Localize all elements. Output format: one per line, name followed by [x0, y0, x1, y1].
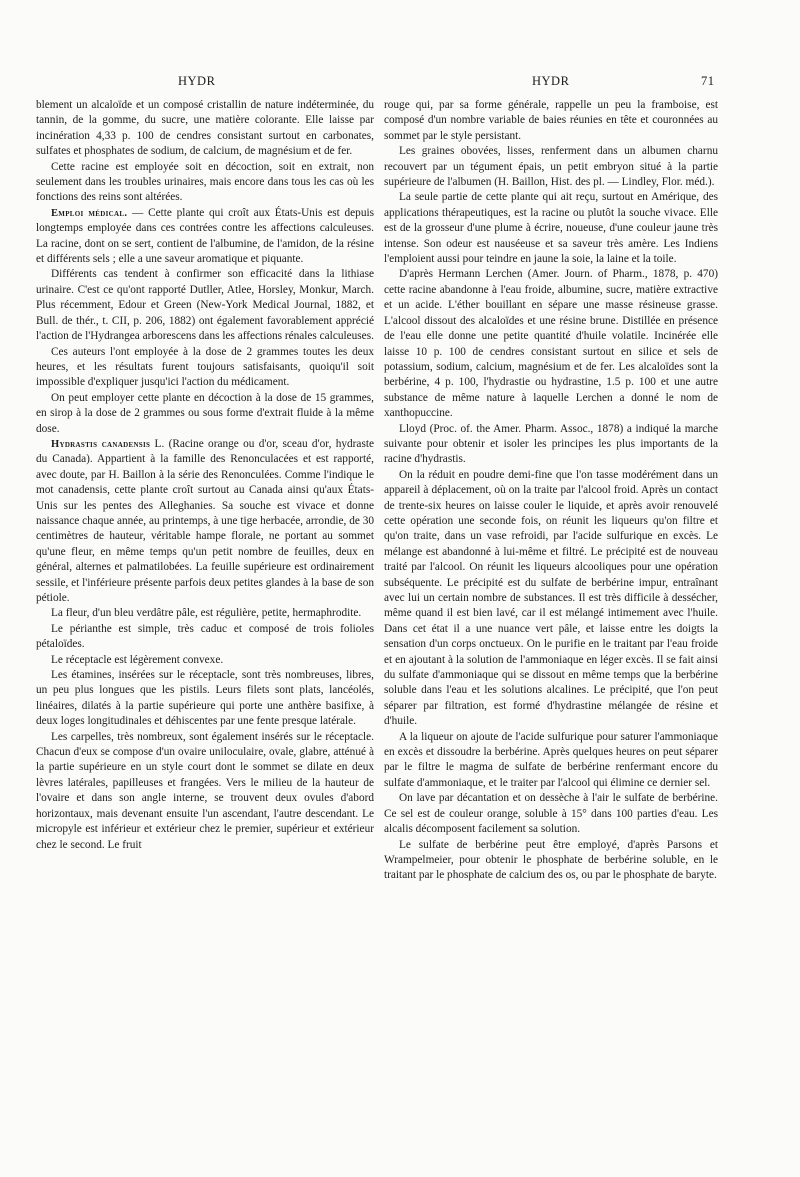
entry-headword: Hydrastis canadensis — [51, 438, 151, 450]
paragraph: Les graines obovées, lisses, renferment dans un albumen charnu recouvert par un tégument épais, un petit embryon situé à la partie supérieure de l'albumen (H. Baillon, Hist. des pl. — Lindley, Flor. méd.). — [384, 145, 718, 189]
paragraph: Le périanthe est simple, très caduc et composé de trois folioles pétaloïdes. — [36, 622, 374, 651]
paragraph: Les étamines, insérées sur le réceptacle, sont très nombreuses, libres, un peu plus longues que les pistils. Leurs filets sont plats, lancéolés, linéaires, dilatés à la partie supérieure qui porte une anthère basifixe, à deux loges longitudinales et déhiscentes par une fente presque latérale. — [36, 669, 374, 728]
paragraph: A la liqueur on ajoute de l'acide sulfurique pour saturer l'ammoniaque en excès et dissoudre la berbérine. Après quelques heures on peut séparer par le filtre le magma de sulfate de berbérine renfermant encore du sulfate d'ammoniaque, et le traiter par l'alcool qui élimine ce dernier sel. — [384, 730, 718, 789]
paragraph: La fleur, d'un bleu verdâtre pâle, est régulière, petite, hermaphrodite. — [51, 607, 362, 620]
paragraph: Lloyd (Proc. of. the Amer. Pharm. Assoc., 1878) a indiqué la marche suivante pour obtenir et isoler les principes les plus importants de la racine d'hydrastis. — [384, 422, 718, 466]
paragraph: Le réceptacle est légèrement convexe. — [51, 653, 224, 666]
paragraph: Les carpelles, très nombreux, sont également insérés sur le réceptacle. Chacun d'eux se compose d'un ovaire uniloculaire, ovale, glabre, atténué à la partie supérieure en un style court dont le sommet se dilate en deux lèvres latérales, papilleuses et frangées. Vers le milieu de la hauteur de l'ovaire et dans son angle interne, se trouvent deux ovules d'abord horizontaux, mais devenant ensuite l'un ascendant, l'autre descendant. Le micropyle est inférieur et extérieur chez le premier, supérieur et extérieur chez le second. Le fruit — [36, 730, 374, 851]
paragraph-continued: rouge qui, par sa forme générale, rappelle un peu la framboise, est composé d'un nombre variable de baies réunies en tête et couronnées au sommet par le style persistant. — [384, 99, 718, 142]
running-head-left: HYDR — [178, 74, 216, 88]
left-column — [36, 98, 374, 853]
paragraph: On lave par décantation et on dessèche à l'air le sulfate de berbérine. Ce sel est de couleur orange, soluble à 15° dans 100 parties d'eau. Les alcalis décomposent facilement sa solution. — [384, 792, 718, 836]
paragraph: Ces auteurs l'ont employée à la dose de 2 grammes toutes les deux heures, et les résultats furent toujours satisfaisants, quoiqu'il soit impossible d'expliquer jusqu'ici l'action du médicament. — [36, 345, 374, 389]
entry-text: L. (Racine orange ou d'or, sceau d'or, hydraste du Canada). Appartient à la famille des Renonculacées et est rapporté, avec doute, par H. Baillon à la série des Renonculées. Comme l'indique le mot canadensis, cette plante croît surtout au Canada ainsi qu'aux États-Unis sur les pentes des Alleghanies. Sa souche est vivace et donne naissance chaque année, au printemps, à une tige herbacée, arrondie, de 30 centimètres de hauteur, véritable hampe florale, ne portant au sommet qu'une fleur, en même temps qu'un petit nombre de feuilles, deux en général, alternes et palmatilobées. La feuille supérieure est ordinairement sessile, et l'inférieure présente parfois deux petites glandes à la base de son pétiole. — [36, 437, 374, 604]
paragraph: Différents cas tendent à confirmer son efficacité dans la lithiase urinaire. C'est ce qu'ont rapporté Dutller, Atlee, Horsley, Monkur, March. Plus récemment, Edour et Green (New-York Medical Journal, 1882, et Bull. de thér., t. CII, p. 206, 1882) ont également favorablement apprécié l'action de l'Hydrangea arborescens dans les affections rénales calculeuses. — [36, 268, 374, 343]
entry-text: — Cette plante qui croît aux États-Unis est depuis longtemps employée dans ces contrées contre les affections calculeuses. La racine, dont on se sert, contient de l'albumine, de l'amidon, de la résine et différents sels ; elle a une saveur aromatique et piquante. — [36, 206, 375, 266]
paragraph-continued: blement un alcaloïde et un composé cristallin de nature indéterminée, du tannin, de la gomme, du sucre, une matière colorante. Elle laisse par incinération 4,33 p. 100 de cendres consistant surtout en carbonates, sulfates et phosphates de sodium, de calcium, de magnésium et de fer. — [36, 99, 374, 158]
running-head-right: HYDR — [532, 74, 570, 88]
paragraph: Cette racine est employée soit en décoction, soit en extrait, non seulement dans les troubles urinaires, mais encore dans tous les cas où les fonctions des reins sont altérées. — [36, 160, 374, 204]
dictionary-entry — [36, 437, 374, 606]
right-column — [384, 98, 718, 884]
page-number: 71 — [701, 74, 715, 88]
entry-headword: Emploi médical. — [51, 207, 128, 219]
dictionary-entry — [36, 206, 374, 268]
paragraph: On peut employer cette plante en décoction à la dose de 15 grammes, en sirop à la dose de 2 grammes ou sous forme d'extrait fluide à la même dose. — [36, 391, 374, 435]
paragraph: Le sulfate de berbérine peut être employé, d'après Parsons et Wrampelmeier, pour obtenir le phosphate de berbérine soluble, en le traitant par le phosphate de calcium des os, ou par le phosphate de baryte. — [384, 838, 718, 882]
paragraph: On la réduit en poudre demi-fine que l'on tasse modérément dans un appareil à déplacement, où on la traite par l'alcool froid. Après un contact de trente-six heures on laisse couler le liquide, et après avoir renouvelé cette opération une seconde fois, on réunit les liqueurs qu'on filtre et qu'on traite, dans un vase refroidi, par l'acide sulfurique en excès. Le mélange est abandonné à lui-même et filtré. Le précipité est de nouveau traité par l'alcool. On réunit les liqueurs alcooliques pour une opération subséquente. Le précipité est du sulfate de berbérine impur, entraînant avec lui un certain nombre de substances. Il est très difficile à dessécher, même quand il est bien lavé, car il est mélangé intimement avec l'huile. Dans cet état il a une nuance vert pâle, et laisse entre les doigts la sensation d'un corps onctueux. On le purifie en le traitant par l'eau froide et en ajoutant à la solution de l'ammoniaque en léger excès. Il se fait ainsi du sulfate d'ammoniaque qui se dissout en même temps que la berbérine soluble dans l'eau et les solutions alcalines. Le précipité, que l'on peut séparer par filtration, est formé d'hydrastine mélangée de résine et d'huile. — [384, 468, 718, 728]
paragraph: La seule partie de cette plante qui ait reçu, surtout en Amérique, des applications thérapeutiques, est la racine ou plutôt la souche vivace. Elle est de la grosseur d'une plume à écrire, noueuse, d'une couleur jaune très intense. Son odeur est nauséeuse et sa saveur très amère. Les Indiens l'emploient aussi pour teindre en jaune la soie, la laine et la toile. — [384, 191, 718, 266]
paragraph: D'après Hermann Lerchen (Amer. Journ. of Pharm., 1878, p. 470) cette racine abandonne à l'eau froide, albumine, sucre, matière extractive et un acide. L'éther bouillant en sépare une masse résineuse grasse. L'alcool dissout des alcaloïdes et une résine brune. Distillée en présence de l'eau elle donne une petite quantité d'huile volatile. Incinérée elle laisse 10 p. 100 de cendres consistant surtout en silice et sels de potassium, sodium, calcium, magnésium et de fer. Les alcaloïdes sont la berbérine, 4 p. 100, l'hydrastie ou hydrastine, 1.5 p. 100 et une autre substance de même nature à laquelle Lerchen a donné le nom de xanthopuccine. — [384, 268, 718, 420]
